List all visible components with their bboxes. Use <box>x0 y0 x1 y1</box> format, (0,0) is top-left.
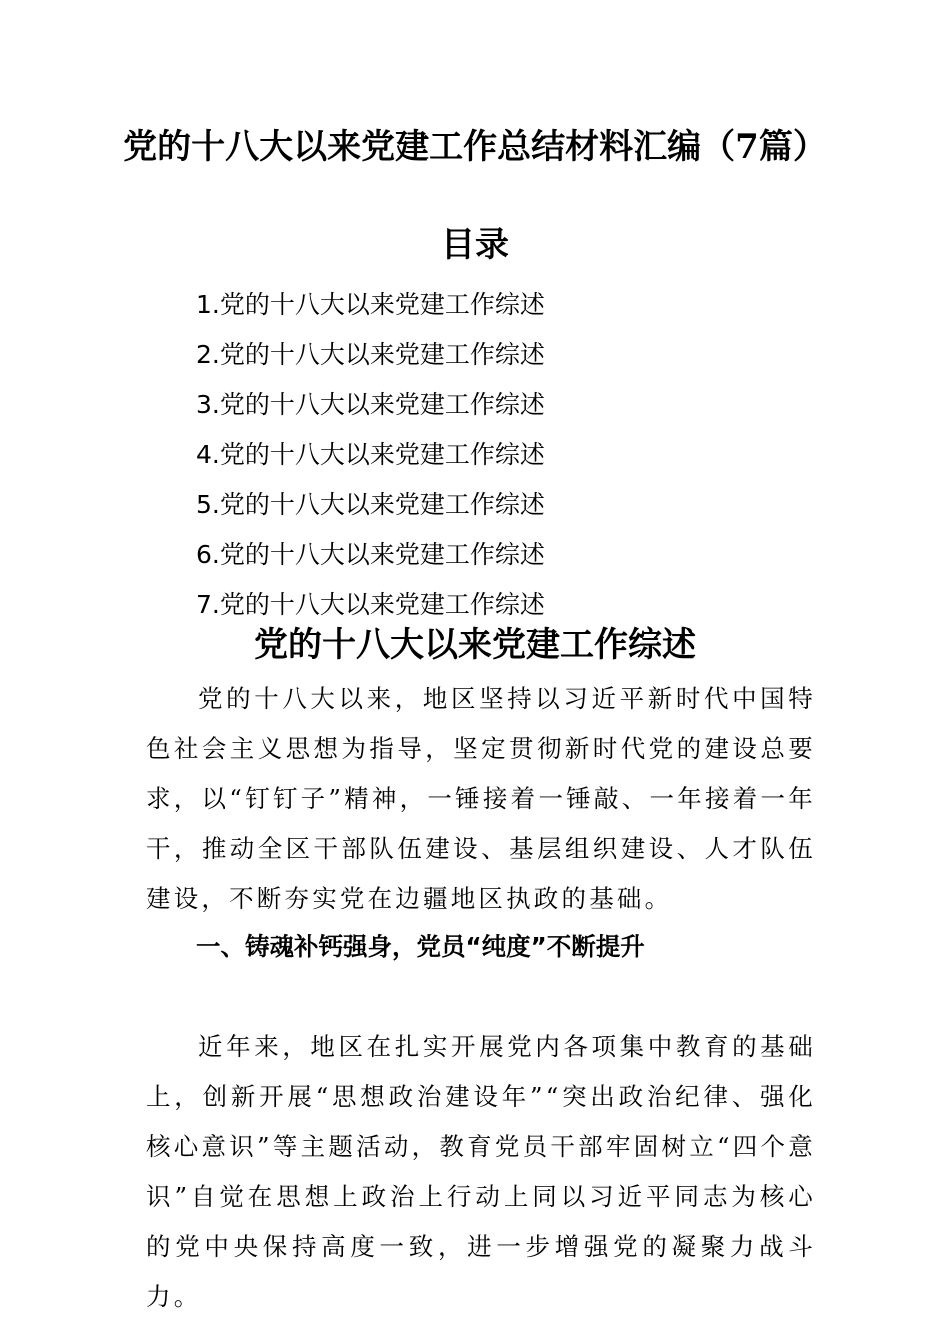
article-title: 党的十八大以来党建工作综述 <box>254 625 696 665</box>
toc-item-1[interactable]: 1.党的十八大以来党建工作综述 <box>196 290 545 319</box>
section-paragraph: 近年来，地区在扎实开展党内各项集中教育的基础上，创新开展“思想政治建设年”“突出政治纪律、强化核心意识”等主题活动，教育党员干部牢固树立“四个意识”自觉在思想上政治上行动上同以习近平同志为核心的党中央保持高度一致，进一步增强党的凝聚力战斗力。 <box>146 1032 816 1311</box>
intro-paragraph: 党的十八大以来，地区坚持以习近平新时代中国特色社会主义思想为指导，坚定贯彻新时代党的建设总要求，以“钉钉子”精神，一锤接着一锤敲、一年接着一年干，推动全区干部队伍建设、基层组织建设、人才队伍建设，不断夯实党在边疆地区执政的基础。 <box>146 684 816 913</box>
toc-item-7[interactable]: 7.党的十八大以来党建工作综述 <box>196 590 545 619</box>
toc-item-4[interactable]: 4.党的十八大以来党建工作综述 <box>196 440 545 469</box>
toc-item-3[interactable]: 3.党的十八大以来党建工作综述 <box>196 390 545 419</box>
section-heading: 一、铸魂补钙强身，党员“纯度”不断提升 <box>196 932 645 961</box>
toc-item-6[interactable]: 6.党的十八大以来党建工作综述 <box>196 540 545 569</box>
toc-item-5[interactable]: 5.党的十八大以来党建工作综述 <box>196 490 545 519</box>
toc-heading: 目录 <box>441 225 509 265</box>
document-title: 党的十八大以来党建工作总结材料汇编（7篇） <box>123 127 827 167</box>
toc-item-2[interactable]: 2.党的十八大以来党建工作综述 <box>196 340 545 369</box>
table-of-contents <box>196 280 545 630</box>
